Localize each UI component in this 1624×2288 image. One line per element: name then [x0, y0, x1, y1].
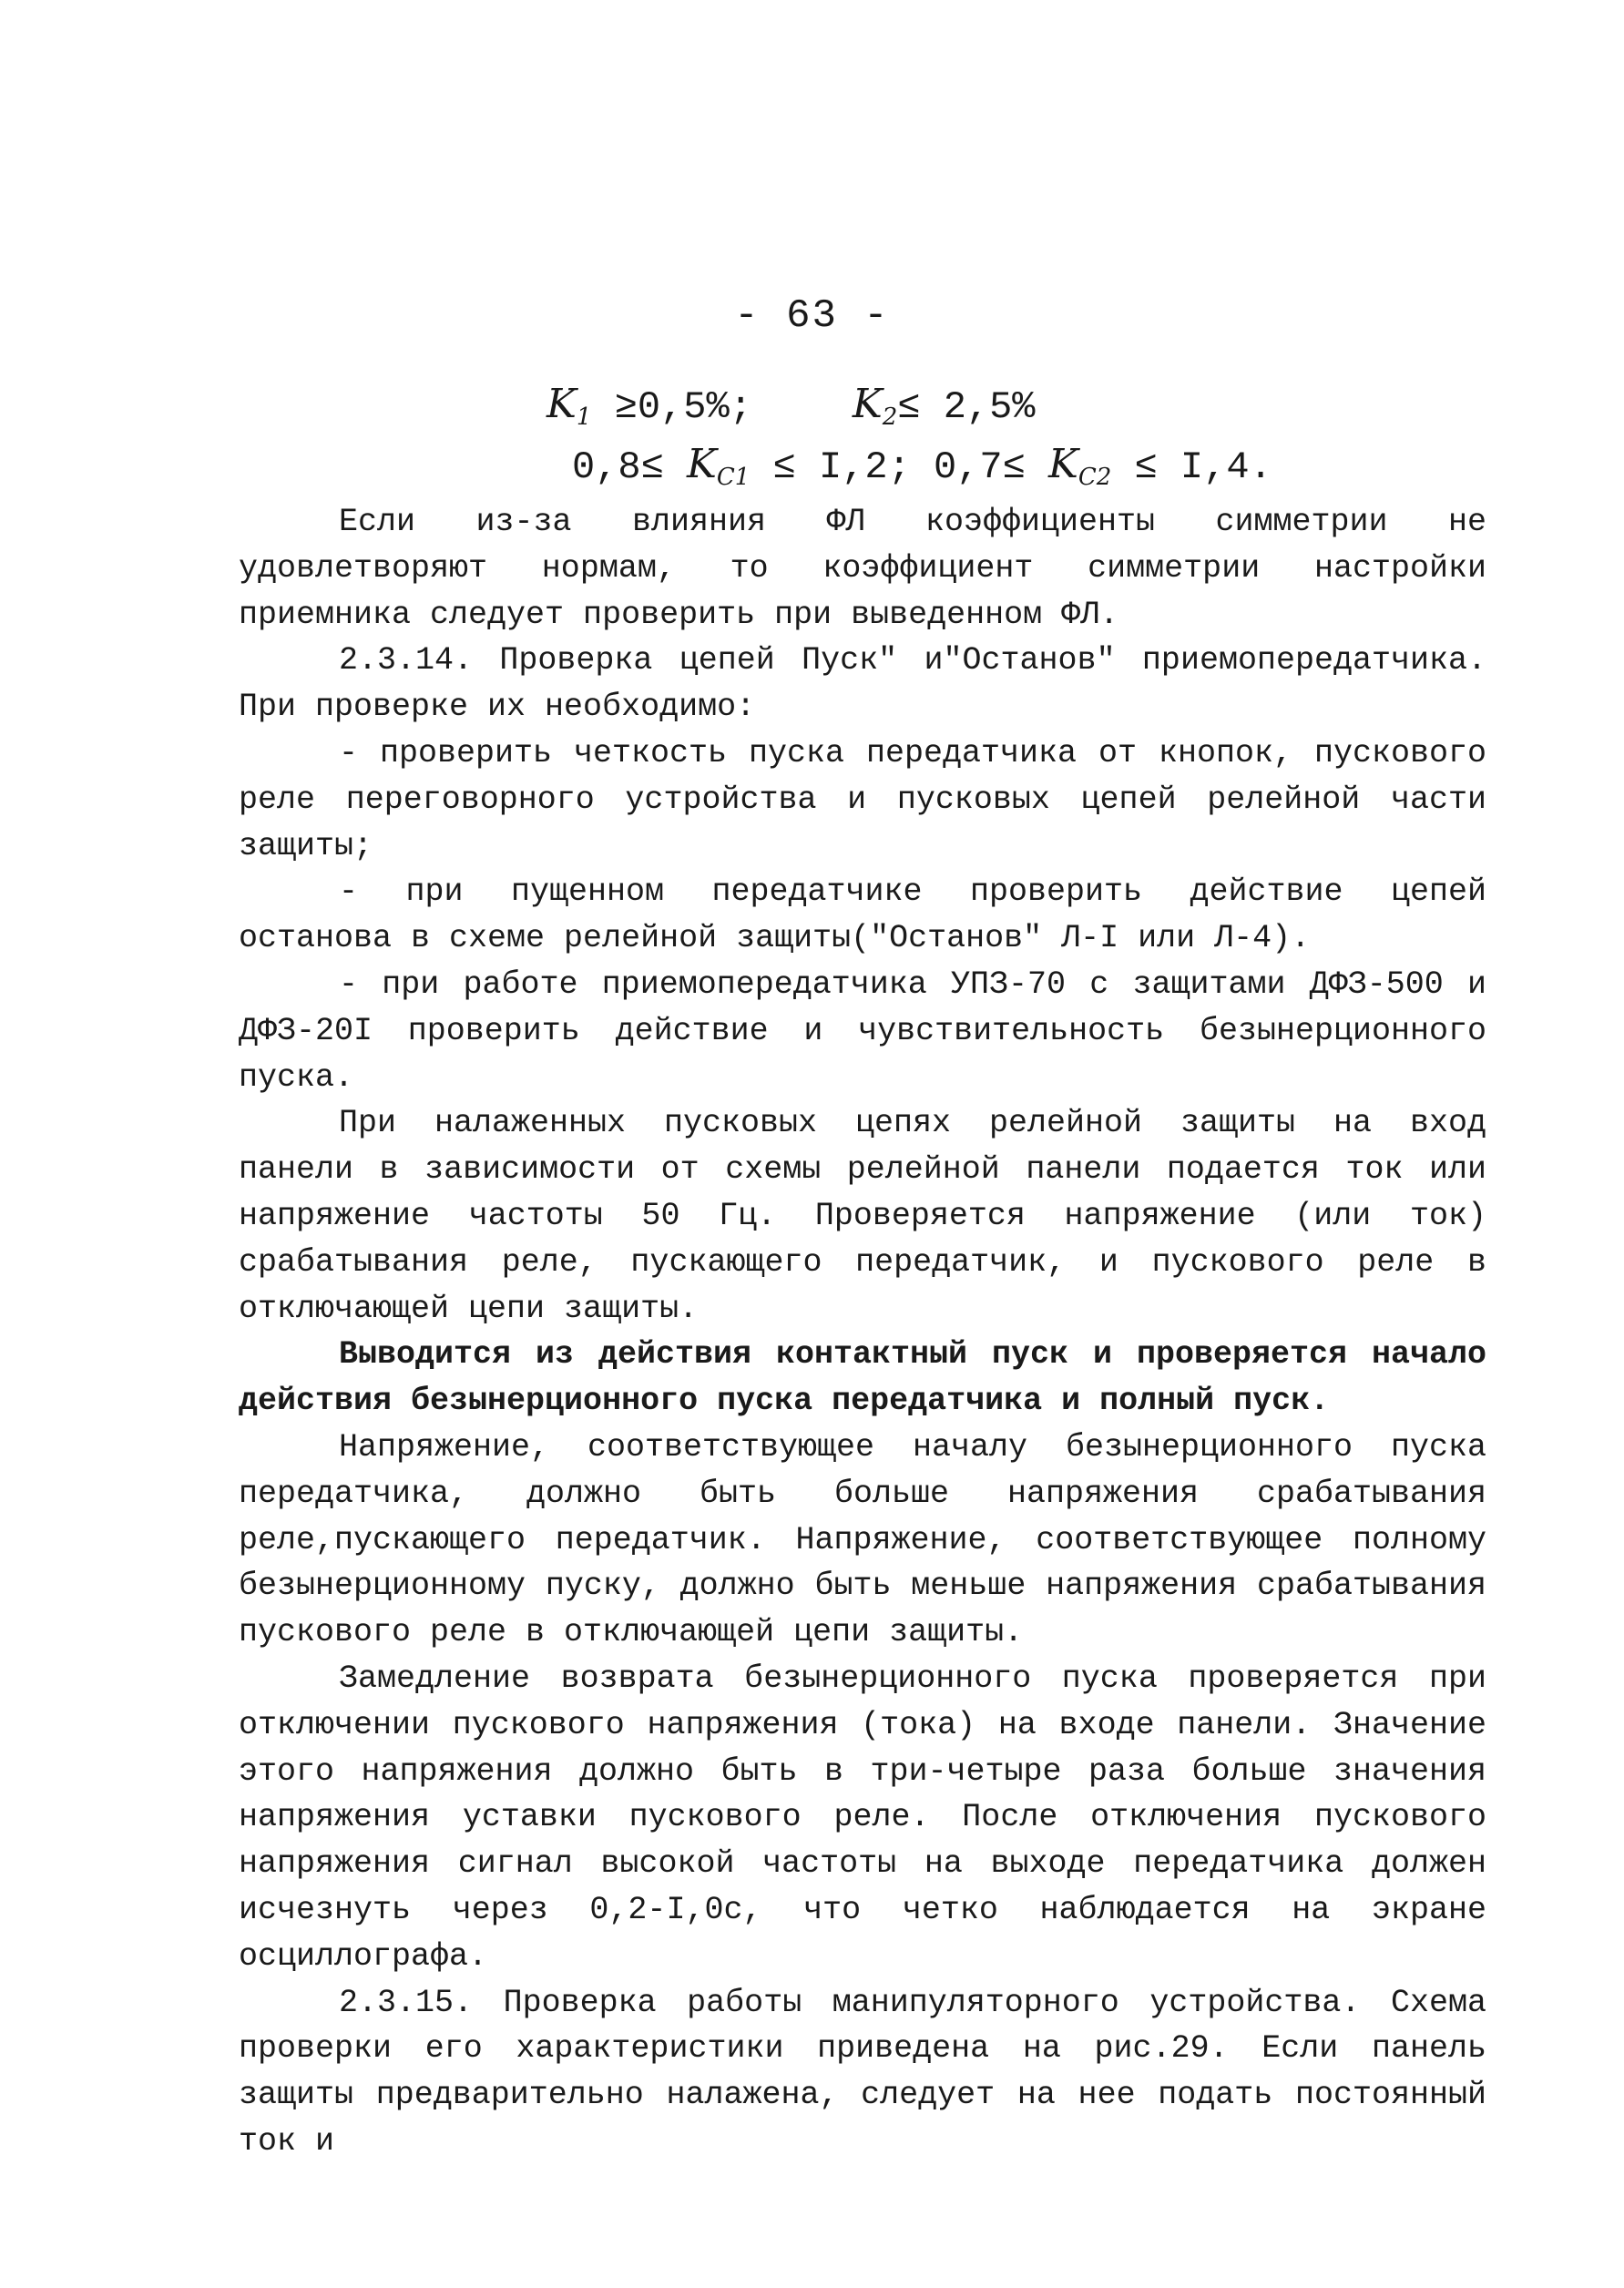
formula-coefficients-k	[546, 381, 1036, 431]
paragraph: Замедление возврата безынерционного пуска проверяется при отключении пускового напряжения (тока) на входе панели. Значение этого напряжения должно быть в три-четыре раза больше значения напряжения уставки пускового реле. После отключения пускового напряжения сигнал высокой частоты на выходе передатчика должен исчезнуть через 0,2-I,0с, что четко наблюдается на экране осциллографа.	[239, 1660, 1486, 1975]
formula-k2-symbol: K	[852, 381, 883, 427]
paragraph: - при пущенном передатчике проверить действие цепей останова в схеме релейной защиты("Останов" Л-I или Л-4).	[239, 873, 1486, 957]
paragraph: - проверить четкость пуска передатчика от кнопок, пускового реле переговорного устройства и пусковых цепей релейной части защиты;	[239, 734, 1486, 864]
formula-kc1-symbol: K	[687, 441, 717, 487]
formula-kc2-symbol: K	[1048, 441, 1078, 487]
page-number: - 63 -	[734, 293, 890, 339]
formula-kc2-subscript: C2	[1078, 464, 1112, 491]
paragraph: 2.3.15. Проверка работы манипуляторного устройства. Схема проверки его характеристики приведена на рис.29. Если панель защиты предварительно налажена, следует на нее подать постоянный ток и	[239, 1984, 1486, 2160]
formula-coefficients-kc	[572, 441, 1272, 491]
formula-k1-symbol: K	[546, 381, 577, 427]
formula-k1-subscript: 1	[576, 403, 592, 431]
formula-kc1-lead: 0,8≤	[572, 445, 688, 489]
paragraph: - при работе приемопередатчика УПЗ-70 с защитами ДФЗ-500 и ДФЗ-20I проверить действие и чувствительность безынерционного пуска.	[239, 965, 1486, 1096]
formula-k1-relation: ≥0,5%;	[591, 385, 752, 429]
formula-kc2-tail: ≤ I,4.	[1111, 445, 1272, 489]
formula-k2-subscript: 2	[882, 403, 898, 431]
formula-kc1-subscript: C1	[716, 464, 751, 491]
formula-k2-relation: ≤ 2,5%	[897, 385, 1036, 429]
body-text	[239, 499, 1486, 2165]
paragraph: Если из-за влияния ФЛ коэффициенты симметрии не удовлетворяют нормам, то коэффициент симметрии настройки приемника следует проверить при выведенном ФЛ.	[239, 504, 1486, 633]
paragraph: Напряжение, соответствующее началу безынерционного пуска передатчика, должно быть больше напряжения срабатывания реле,пускающего передатчик. Напряжение, соответствующее полному безынерционному пуску, должно быть меньше напряжения срабатывания пускового реле в отключающей цепи защиты.	[239, 1428, 1486, 1651]
formula-kc-middle: ≤ I,2; 0,7≤	[750, 445, 1048, 489]
paragraph: При налаженных пусковых цепях релейной защиты на вход панели в зависимости от схемы релейной панели подается ток или напряжение частоты 50 Гц. Проверяется напряжение (или ток) срабатывания реле, пускающего передатчик, и пускового реле в отключающей цепи защиты.	[239, 1105, 1486, 1327]
paragraph: 2.3.14. Проверка цепей Пуск" и"Останов" приемопередатчика. При проверке их необходимо:	[239, 642, 1486, 726]
paragraph: Выводится из действия контактный пуск и проверяется начало действия безынерционного пуска передатчика и полный пуск.	[239, 1336, 1486, 1420]
